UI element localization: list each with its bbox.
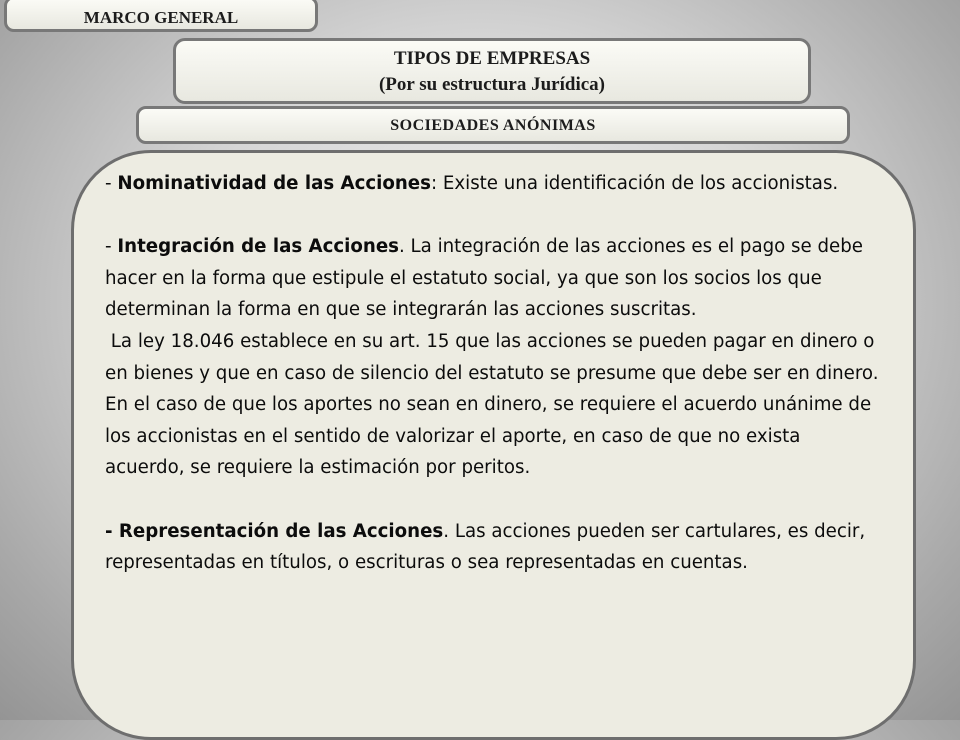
paragraph-integracion-title: Integración de las Acciones — [117, 236, 399, 258]
title-box-tipos-de-empresas — [173, 38, 811, 104]
content-card — [71, 150, 916, 740]
paragraph-nominatividad-title: Nominatividad de las Acciones — [117, 173, 431, 194]
section-label-marco-general — [4, 0, 318, 32]
paragraph-representacion-text: . Las acciones pueden ser cartulares, es decir, representadas en títulos, o escrituras o sea representadas en cuentas. — [105, 520, 866, 574]
paragraph-gap — [105, 200, 879, 232]
paragraph-aportes: En el caso de que los aportes no sean en dinero, se requiere el acuerdo unánime de los accionistas en el sentido de valorizar el aporte, en caso de que no exista acuerdo, se requiere la estimación por peritos. — [105, 394, 872, 479]
subtitle-text: SOCIEDADES ANÓNIMAS — [390, 117, 596, 134]
paragraph-ley — [105, 326, 879, 389]
paragraph-ley-text: La ley 18.046 establece en su art. 15 que las acciones se pueden pagar en dinero o en bienes y que en caso de silencio del estatuto se presume que debe ser en dinero. — [105, 330, 879, 384]
paragraph-representacion — [105, 516, 879, 579]
marco-general-text: MARCO GENERAL — [83, 8, 239, 27]
subtitle-box-sociedades-anonimas — [136, 106, 850, 144]
paragraph-gap — [105, 484, 879, 516]
paragraph-representacion-title: - Representación de las Acciones — [105, 520, 444, 542]
paragraph-nominatividad-text: : Existe una identificación de los accionistas. — [430, 173, 839, 194]
paragraph-integracion: - Integración de las Acciones. La integración de las acciones es el pago se debe hacer en la forma que estipule el estatuto social, ya que son los socios los que determinan la forma en que se integrarán las acciones suscritas. — [105, 236, 863, 321]
title-line-1: TIPOS DE EMPRESAS — [393, 48, 591, 69]
paragraph-nominatividad: - Nominatividad de las Acciones: Existe una identificación de los accionistas. — [105, 173, 839, 194]
paragraph-integracion-text: . La integración de las acciones es el pago se debe hacer en la forma que estipule el estatuto social, ya que son los socios los que determinan la forma en que se integrarán las acciones suscritas. — [105, 236, 863, 321]
title-line-2: (Por su estructura Jurídica) — [378, 74, 606, 95]
